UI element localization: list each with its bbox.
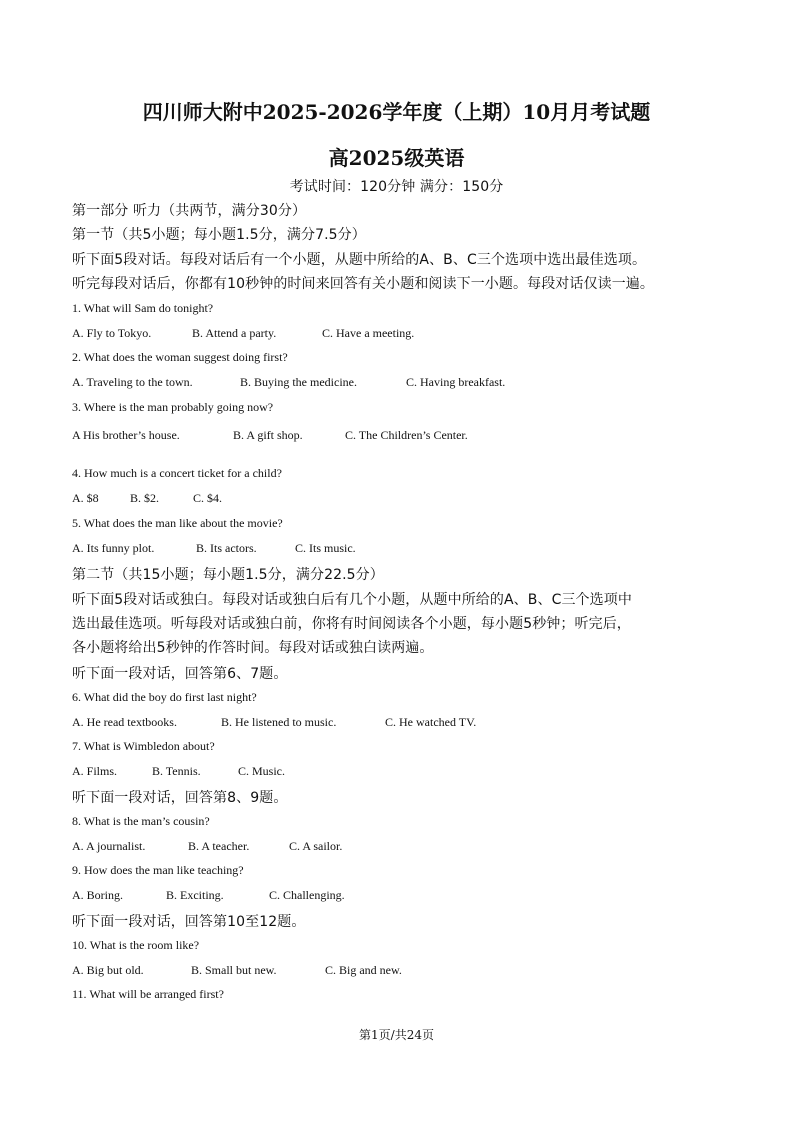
option-a: A. $8 — [72, 491, 99, 505]
option-a: A. Big but old. — [72, 963, 144, 977]
option-b: B. $2. — [130, 491, 160, 505]
option-a: A. Fly to Tokyo. — [72, 326, 152, 340]
question-text: 10. What is the room like? — [72, 938, 200, 952]
option-c: C. He watched TV. — [385, 715, 477, 729]
option-c: C. Having breakfast. — [406, 375, 506, 389]
option-b: B. Buying the medicine. — [240, 375, 357, 389]
question-text: 7. What is Wimbledon about? — [72, 739, 215, 753]
option-c: C. Its music. — [295, 541, 356, 555]
option-a: A. Its funny plot. — [72, 541, 155, 555]
question-options — [72, 839, 342, 854]
question-text: 3. Where is the man probably going now? — [72, 400, 274, 414]
dialog-heading: 听下面一段对话，回答第8、9题。 — [72, 790, 288, 806]
option-b: B. Tennis. — [152, 764, 201, 778]
option-b: B. Exciting. — [166, 888, 224, 902]
page-footer: 第1页/共24页 — [359, 1028, 434, 1042]
option-a: A His brother’s house. — [72, 428, 180, 442]
section-heading: 第一节（共5小题；每小题1.5分，满分7.5分） — [72, 227, 366, 243]
option-b: B. Its actors. — [196, 541, 257, 555]
question-text: 9. How does the man like teaching? — [72, 863, 244, 877]
instruction-line: 听下面5段对话。每段对话后有一个小题，从题中所给的A、B、C三个选项中选出最佳选项。 — [72, 252, 647, 268]
exam-title: 四川师大附中2025-2026学年度（上期）10月月考试题 — [142, 100, 651, 124]
dialog-heading: 听下面一段对话，回答第10至12题。 — [72, 914, 306, 930]
question-options — [72, 326, 414, 341]
instruction-line: 听下面5段对话或独白。每段对话或独白后有几个小题，从题中所给的A、B、C三个选项中 — [72, 592, 632, 608]
question-options — [72, 428, 468, 443]
question-text: 6. What did the boy do first last night? — [72, 690, 257, 704]
option-a: A. Films. — [72, 764, 118, 778]
question-options — [72, 764, 285, 779]
exam-subtitle: 高2025级英语 — [328, 146, 465, 170]
option-b: B. Attend a party. — [192, 326, 277, 340]
question-text: 11. What will be arranged first? — [72, 987, 224, 1001]
question-text: 8. What is the man’s cousin? — [72, 814, 210, 828]
question-options — [72, 541, 356, 556]
question-options — [72, 491, 222, 506]
option-c: C. $4. — [193, 491, 223, 505]
option-c: C. Challenging. — [269, 888, 345, 902]
option-a: A. Traveling to the town. — [72, 375, 193, 389]
question-options — [72, 715, 476, 730]
question-text: 2. What does the woman suggest doing first? — [72, 350, 288, 364]
exam-info: 考试时间：120分钟 满分：150分 — [289, 179, 504, 195]
option-a: A. A journalist. — [72, 839, 146, 853]
option-c: C. A sailor. — [289, 839, 343, 853]
part-heading: 第一部分 听力（共两节，满分30分） — [72, 203, 307, 219]
option-a: A. Boring. — [72, 888, 123, 902]
question-text: 4. How much is a concert ticket for a child? — [72, 466, 282, 480]
question-text: 5. What does the man like about the movie? — [72, 516, 283, 530]
option-c: C. The Children’s Center. — [345, 428, 468, 442]
question-options — [72, 375, 505, 390]
option-b: B. A gift shop. — [233, 428, 303, 442]
instruction-line: 听完每段对话后，你都有10秒钟的时间来回答有关小题和阅读下一小题。每段对话仅读一遍。 — [72, 276, 655, 292]
question-options — [72, 888, 345, 903]
option-b: B. A teacher. — [188, 839, 250, 853]
option-c: C. Music. — [238, 764, 286, 778]
option-b: B. Small but new. — [191, 963, 277, 977]
option-b: B. He listened to music. — [221, 715, 337, 729]
option-a: A. He read textbooks. — [72, 715, 177, 729]
section-heading: 第二节（共15小题；每小题1.5分，满分22.5分） — [72, 567, 384, 583]
option-c: C. Have a meeting. — [322, 326, 415, 340]
question-text: 1. What will Sam do tonight? — [72, 301, 214, 315]
question-options — [72, 963, 402, 978]
instruction-line: 选出最佳选项。听每段对话或独白前，你将有时间阅读各个小题，每小题5秒钟；听完后， — [72, 616, 631, 632]
dialog-heading: 听下面一段对话，回答第6、7题。 — [72, 666, 288, 682]
instruction-line: 各小题将给出5秒钟的作答时间。每段对话或独白读两遍。 — [72, 640, 434, 656]
option-c: C. Big and new. — [325, 963, 402, 977]
